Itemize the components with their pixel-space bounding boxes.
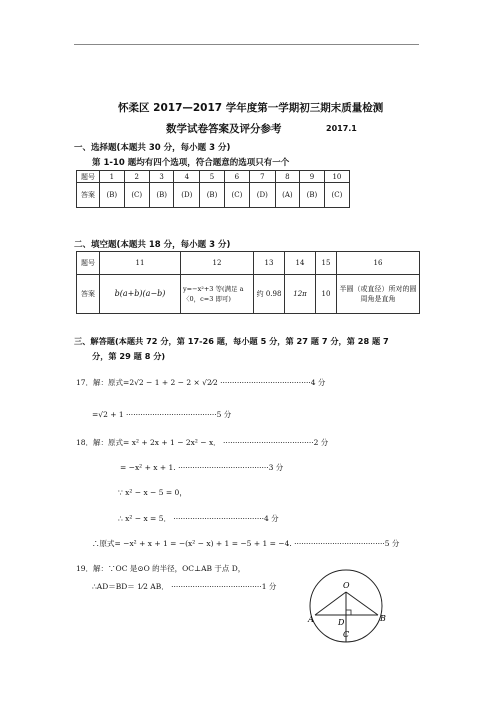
q-answer: b(a+b)(a−b) xyxy=(100,275,181,314)
section2-heading: 二、填空题(本题共 18 分，每小题 3 分) xyxy=(74,240,231,250)
label-b: B xyxy=(380,614,386,623)
section1-note: 第 1-10 题均有四个选项，符合题意的选项只有一个 xyxy=(92,158,290,168)
q-answer: (D) xyxy=(249,183,275,208)
doc-title: 怀柔区 2017—2017 学年度第一学期初三期末质量检测 xyxy=(118,102,384,114)
row-label-number: 题号 xyxy=(77,171,100,183)
q-number: 7 xyxy=(249,171,275,183)
q-answer: (B) xyxy=(149,183,174,208)
q19-line1: 19．解：∵OC 是⊙O 的半径，OC⊥AB 于点 D， xyxy=(76,564,246,573)
q-answer: 10 xyxy=(316,275,337,314)
q-number: 16 xyxy=(337,252,420,275)
q-answer: (B) xyxy=(300,183,325,208)
q-answer: (D) xyxy=(174,183,200,208)
q-answer: (C) xyxy=(124,183,149,208)
q18-line4: ∴ x² − x = 5． ······································4 分 xyxy=(118,514,279,523)
q-number: 15 xyxy=(316,252,337,275)
q-answer: (C) xyxy=(324,183,349,208)
q18-line1: 18．解：原式= x² + 2x + 1 − 2x² − x． ······································2 分 xyxy=(76,438,329,447)
section3-heading-2: 分，第 29 题 8 分) xyxy=(92,351,166,361)
q-answer: 12π xyxy=(285,275,316,314)
q-number: 12 xyxy=(181,252,254,275)
section1-heading: 一、选择题(本题共 30 分，每小题 3 分) xyxy=(74,143,231,153)
q-number: 13 xyxy=(254,252,285,275)
q-answer: y=−x²+3 等(满足 a〈0，c=3 即可) xyxy=(181,275,254,314)
label-c: C xyxy=(343,630,350,639)
q-answer: (B) xyxy=(100,183,125,208)
q-number: 8 xyxy=(275,171,300,183)
row-label-number: 题号 xyxy=(77,252,100,275)
row-label-answer: 答案 xyxy=(77,183,100,208)
q-number: 6 xyxy=(224,171,249,183)
doc-date: 2017.1 xyxy=(326,124,357,133)
q-number: 11 xyxy=(100,252,181,275)
q-answer: (C) xyxy=(224,183,249,208)
q17-line1: 17．解：原式=2√2 − 1 + 2 − 2 × √2⁄2 ······································4 分 xyxy=(76,378,326,387)
q-answer: (B) xyxy=(200,183,225,208)
doc-subtitle: 数学试卷答案及评分参考 xyxy=(166,123,282,135)
q-number: 4 xyxy=(174,171,200,183)
fill-answer-table xyxy=(76,251,420,314)
q18-line3: ∵ x² − x − 5 = 0， xyxy=(118,488,187,497)
q-number: 1 xyxy=(100,171,125,183)
label-d: D xyxy=(338,618,345,627)
q19-line2: ∴AD＝BD＝ 1⁄2 AB． ······································1 分 xyxy=(92,582,277,591)
q-number: 3 xyxy=(149,171,174,183)
q-answer: (A) xyxy=(275,183,300,208)
q-number: 9 xyxy=(300,171,325,183)
q18-line5: ∴原式= −x² + x + 1 = −(x² − x) + 1 = −5 + 1 = −4. ······································5 分 xyxy=(92,539,400,548)
choice-answer-table xyxy=(76,170,350,208)
q-number: 2 xyxy=(124,171,149,183)
circle-diagram xyxy=(300,564,392,644)
q-answer: 约 0.98 xyxy=(254,275,285,314)
q-number: 5 xyxy=(200,171,225,183)
row-label-answer: 答案 xyxy=(77,275,100,314)
label-o: O xyxy=(343,581,350,590)
segment-oa xyxy=(315,592,346,615)
q-number: 14 xyxy=(285,252,316,275)
section3-heading-1: 三、解答题(本题共 72 分，第 17-26 题，每小题 5 分，第 27 题 7 分，第 28 题 7 xyxy=(74,336,389,346)
right-angle-mark xyxy=(346,610,351,615)
top-rule xyxy=(74,44,419,45)
q18-line2: = −x² + x + 1. ······································3 分 xyxy=(120,463,284,472)
q17-line2: =√2 + 1 ······································5 分 xyxy=(92,410,232,419)
q-number: 10 xyxy=(324,171,349,183)
q-answer: 半圆（或直径）所对的圆周角是直角 xyxy=(337,275,420,314)
label-a: A xyxy=(308,615,314,624)
